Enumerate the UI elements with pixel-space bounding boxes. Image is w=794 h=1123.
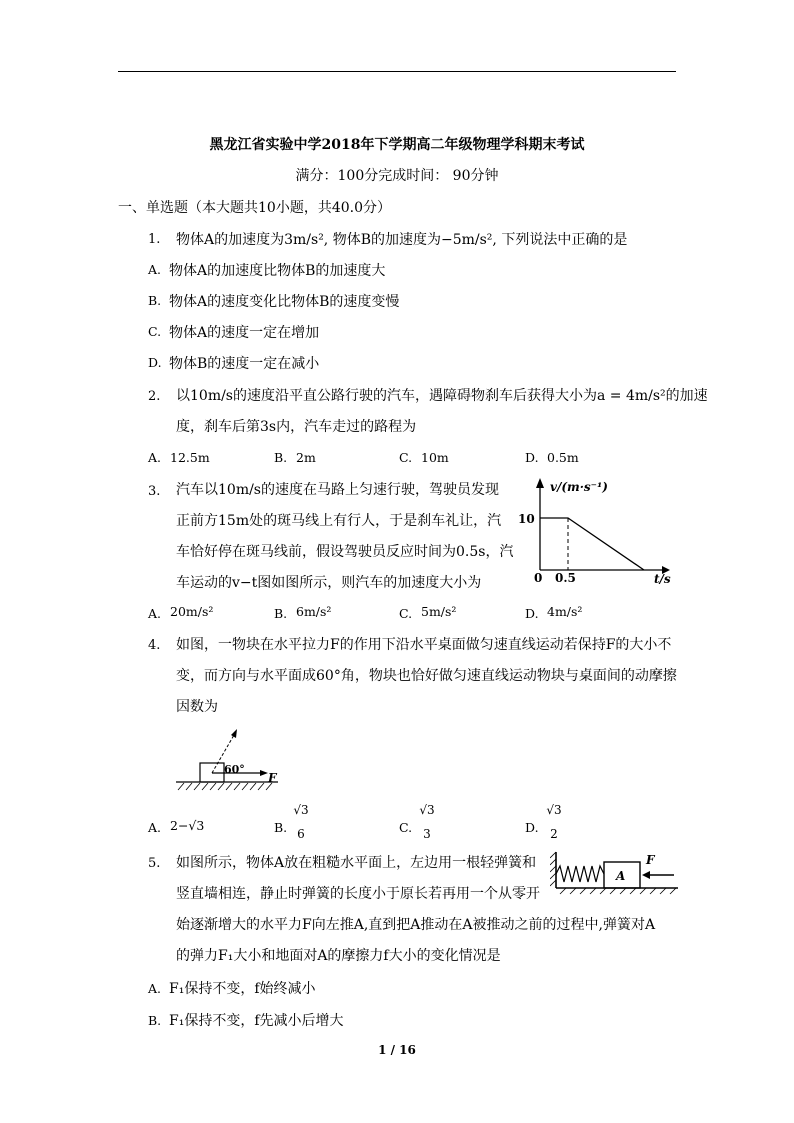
option-text: 物体A的速度变化比物体B的速度变慢 [169,294,400,310]
question-stem: 以10m/s的速度沿平直公路行驶的汽车，遇障碍物刹车后获得大小为a = 4m/s²的加速 [176,388,708,404]
option-label: B. [148,1013,162,1028]
option-label: B. [274,450,288,465]
header-rule [118,71,676,72]
question-text-line: 始逐渐增大的水平力F向左推A,直到把A推动在A被推动之前的过程中,弹簧对A [176,917,656,933]
option-text: 2−√3 [170,818,205,833]
option-label: B. [274,820,288,835]
option-text: 4m/s² [547,604,583,619]
option-text: 12.5m [170,450,210,465]
option-label: A. [148,820,162,835]
option-text: 物体A的加速度比物体B的加速度大 [169,263,386,279]
push-force-arrowhead [642,871,650,879]
option-text: 物体B的速度一定在减小 [169,356,320,372]
question-number: 4. [148,638,161,653]
option-label: C. [148,324,162,339]
exam-subtitle: 满分：100分完成时间： 90分钟 [295,168,499,184]
x-axis-label: t/s [654,572,671,586]
wall-hatching [550,852,556,886]
option-text: 20m/s² [170,604,214,619]
option-label: A. [148,262,162,277]
fraction-denominator: 3 [423,827,431,841]
option-label: B. [274,606,288,621]
option-text: F₁保持不变，f先减小后增大 [169,1013,344,1029]
fraction-option-b [290,803,312,841]
y-axis-arrow [536,478,544,488]
option-label: A. [148,981,162,996]
block-label: A [616,869,626,883]
fraction-numerator: √3 [546,803,562,817]
question-text-line: 如图，一物块在水平拉力F的作用下沿水平桌面做匀速直线运动若保持F的大小不 [176,637,672,653]
option-label: D. [148,355,162,370]
option-text: 6m/s² [296,604,332,619]
fraction-option-d [543,803,565,841]
fraction-numerator: √3 [293,803,309,817]
floor-hatching [560,888,676,894]
question-text-line: 正前方15m处的斑马线上有行人，于是刹车礼让，汽 [176,513,502,529]
option-label: A. [148,606,162,621]
exam-title: 黑龙江省实验中学2018年下学期高二年级物理学科期末考试 [209,137,585,153]
option-label: D. [525,450,539,465]
spring-block-figure [550,850,680,895]
velocity-line [540,518,644,570]
y-tick-label: 10 [518,512,535,526]
vt-graph [512,474,672,586]
question-text-line: 变，而方向与水平面成60°角，物块也恰好做匀速直线运动物块与桌面间的动摩擦 [176,668,677,684]
question-text-line: 车运动的v−t图如图所示，则汽车的加速度大小为 [176,575,482,591]
option-label: D. [525,606,539,621]
option-label: C. [399,606,413,621]
x-tick-label: 0.5 [555,571,576,585]
question-number: 1. [148,232,161,247]
question-text-line: 车恰好停在斑马线前，假设驾驶员反应时间为0.5s，汽 [176,544,514,560]
question-number: 5. [148,856,161,871]
question-number: 2. [148,389,161,404]
force-arrowhead [260,770,268,776]
question-stem: 物体A的加速度为3m/s², 物体B的加速度为−5m/s², 下列说法中正确的是 [176,232,628,248]
option-label: C. [399,820,413,835]
origin-label: 0 [534,571,543,585]
question-text-line: 如图所示，物体A放在粗糙水平面上，左边用一根轻弹簧和 [176,855,537,871]
question-text-line: 汽车以10m/s的速度在马路上匀速行驶，驾驶员发现 [176,482,499,498]
option-label: C. [399,450,413,465]
option-text: 物体A的速度一定在增加 [169,325,320,341]
angle-label: 60° [224,763,245,776]
question-text-line: 的弹力F₁大小和地面对A的摩擦力f大小的变化情况是 [176,948,501,964]
fraction-denominator: 2 [550,827,558,841]
option-label: B. [148,293,162,308]
option-text: 5m/s² [421,604,457,619]
force-label: F [268,771,277,785]
ground-hatching [178,783,272,790]
option-text: 2m [296,450,316,465]
fraction-denominator: 6 [297,827,305,841]
option-text: 10m [421,450,449,465]
angled-force-arrowhead [231,729,237,738]
force-label: F [646,853,655,867]
option-label: D. [525,820,539,835]
question-text-line: 因数为 [176,699,218,715]
question-number: 3. [148,484,161,499]
option-label: A. [148,450,162,465]
page-number: 1 / 16 [378,1043,416,1057]
question-text-line: 竖直墙相连，静止时弹簧的长度小于原长若再用一个从零开 [176,886,540,902]
block-incline-force-figure [174,725,284,795]
section-heading: 一、单选题（本大题共10小题，共40.0分） [118,200,391,216]
fraction-option-c [416,803,438,841]
question-stem: 度，刹车后第3s内，汽车走过的路程为 [176,419,417,435]
spring [556,866,604,882]
y-axis-label: v/(m·s⁻¹) [550,480,608,494]
option-text: F₁保持不变，f始终减小 [169,981,316,997]
fraction-numerator: √3 [419,803,435,817]
option-text: 0.5m [547,450,579,465]
